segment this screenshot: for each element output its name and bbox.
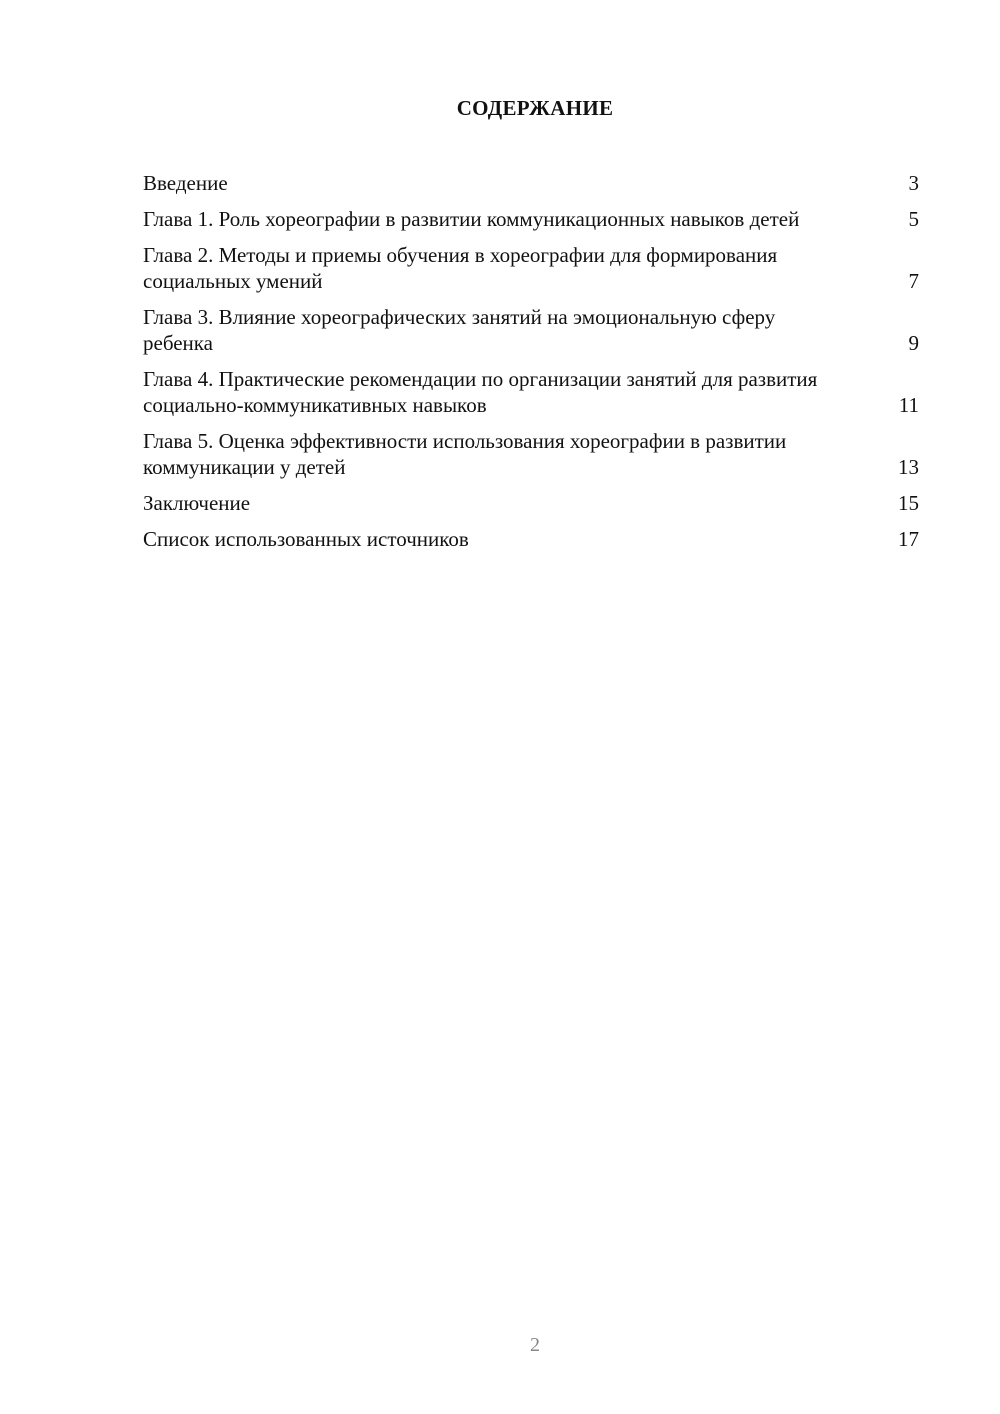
toc-entry-text: Глава 3. Влияние хореографических занятий на эмоциональную сферу ребенка xyxy=(143,305,776,355)
toc-entry-text: Введение xyxy=(143,171,228,195)
toc-entry-page: 17 xyxy=(898,527,919,551)
toc-entry-page: 5 xyxy=(908,207,919,231)
toc-entry-page: 7 xyxy=(908,269,919,293)
toc-entry-page: 11 xyxy=(898,393,919,417)
toc-entry-chapter-4 xyxy=(143,366,919,418)
toc-entry-references xyxy=(143,526,919,552)
toc-entry-text: Заключение xyxy=(143,491,251,515)
toc-entry-introduction xyxy=(143,170,919,196)
toc-entry-text: Глава 4. Практические рекомендации по организации занятий для развития социально-коммуникативных навыков xyxy=(143,367,818,417)
toc-entry-chapter-1 xyxy=(143,206,919,232)
toc-entry-page: 3 xyxy=(908,171,919,195)
toc-entry-conclusion xyxy=(143,490,919,516)
toc-entry-page: 9 xyxy=(908,331,919,355)
toc-entry-text: Список использованных источников xyxy=(143,527,469,551)
toc-entry-page: 13 xyxy=(898,455,919,479)
page-title: СОДЕРЖАНИЕ xyxy=(456,96,614,120)
toc-entry-chapter-3 xyxy=(143,304,919,356)
toc-entry-chapter-5 xyxy=(143,428,919,480)
page-number: 2 xyxy=(530,1334,540,1356)
toc-entry-page: 15 xyxy=(898,491,919,515)
toc-entry-chapter-2 xyxy=(143,242,919,294)
toc-entry-text: Глава 5. Оценка эффективности использования хореографии в развитии коммуникации у детей xyxy=(143,429,787,479)
table-of-contents xyxy=(143,170,919,562)
toc-entry-text: Глава 2. Методы и приемы обучения в хореографии для формирования социальных умений xyxy=(143,243,778,293)
toc-entry-text: Глава 1. Роль хореографии в развитии коммуникационных навыков детей xyxy=(143,207,800,231)
